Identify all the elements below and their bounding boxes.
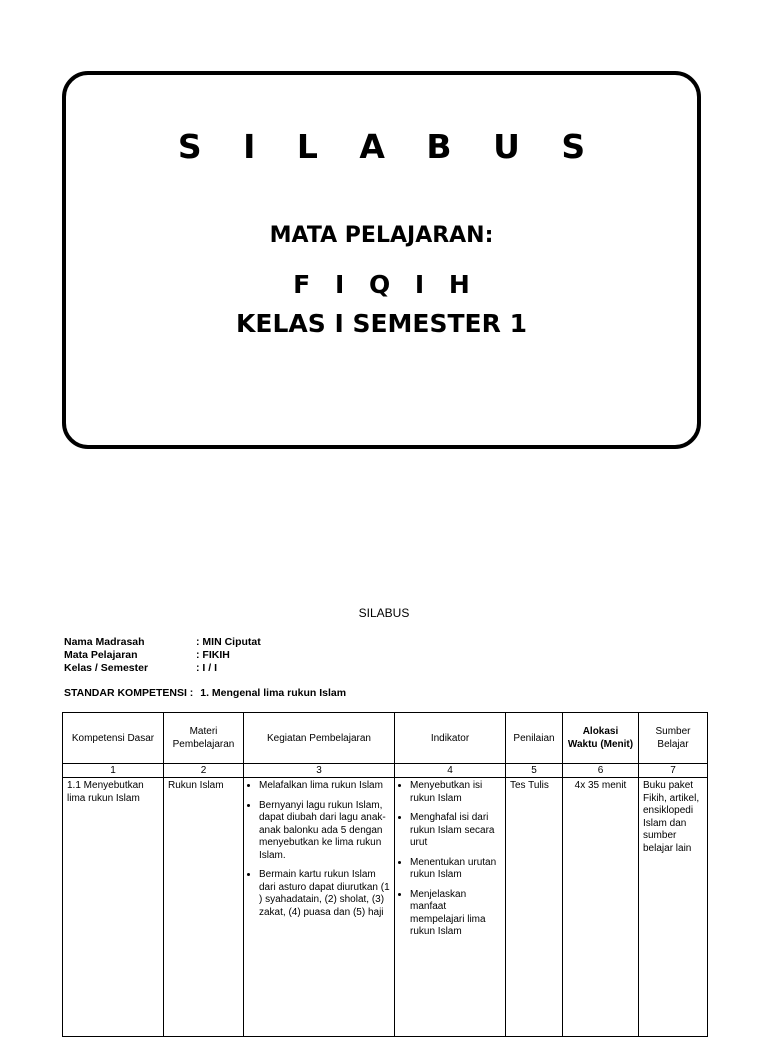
info-row-subject [64,649,261,662]
standar-label: STANDAR KOMPETENSI : [64,687,194,699]
info-row-madrasah [64,636,261,649]
info-value: : I / I [196,662,217,674]
syllabus-table [62,712,708,1037]
cover-subject: F I Q I H [293,270,478,299]
cover-class-semester: KELAS I SEMESTER 1 [236,309,527,338]
column-number: 2 [164,764,244,778]
cell-materi: Rukun Islam [164,778,244,1037]
list-item: • Bermain kartu rukun Islam dari asturo dapat diurutkan (1 ) syahadatain, (2) sholat, (3) zakat, (4) puasa dan (5) haji [259,869,390,919]
header-indikator: Indikator [395,713,506,764]
header-materi: Materi Pembelajaran [164,713,244,764]
table-number-row [63,764,708,778]
info-key: Kelas / Semester [64,662,149,674]
kegiatan-list [248,780,390,919]
cell-kompetensi: 1.1 Menyebutkan lima rukun Islam [63,778,164,1037]
column-number: 6 [563,764,639,778]
info-key: Mata Pelajaran [64,649,138,661]
cell-kegiatan [244,778,395,1037]
list-item: • Menjelaskan manfaat mempelajari lima rukun Islam [410,889,501,939]
cover-subject-label: MATA PELAJARAN: [269,223,494,248]
cell-indikator [395,778,506,1037]
cover-title: S I L A B U S [177,127,601,166]
indikator-list [399,780,501,939]
cell-sumber: Buku paket Fikih, artikel, ensiklopedi Islam dan sumber belajar lain [639,778,708,1037]
header-penilaian: Penilaian [506,713,563,764]
column-number: 3 [244,764,395,778]
cover-box [62,71,701,449]
cell-penilaian: Tes Tulis [506,778,563,1037]
list-item: • Melafalkan lima rukun Islam [259,780,390,793]
column-number: 7 [639,764,708,778]
list-item: • Menentukan urutan rukun Islam [410,857,501,882]
list-item: • Bernyanyi lagu rukun Islam, dapat diubah dari lagu anak-anak balonku ada 5 dengan menyebutkan ke lima rukun Islam. [259,800,390,863]
column-number: 5 [506,764,563,778]
info-value: : FIKIH [196,649,230,661]
info-key: Nama Madrasah [64,636,145,648]
column-number: 4 [395,764,506,778]
column-number: 1 [63,764,164,778]
header-kompetensi: Kompetensi Dasar [63,713,164,764]
header-kegiatan: Kegiatan Pembelajaran [244,713,395,764]
info-block [64,636,261,675]
info-value: : MIN Ciputat [196,636,261,648]
table-header-row [63,713,708,764]
list-item: • Menyebutkan isi rukun Islam [410,780,501,805]
standar-kompetensi [64,687,346,699]
table-row [63,778,708,1037]
header-alokasi: Alokasi Waktu (Menit) [563,713,639,764]
header-sumber: Sumber Belajar [639,713,708,764]
info-row-class [64,662,261,675]
list-item: • Menghafal isi dari rukun Islam secara urut [410,812,501,850]
cell-alokasi: 4x 35 menit [563,778,639,1037]
section-title: SILABUS [358,606,410,620]
standar-value: 1. Mengenal lima rukun Islam [200,687,347,699]
